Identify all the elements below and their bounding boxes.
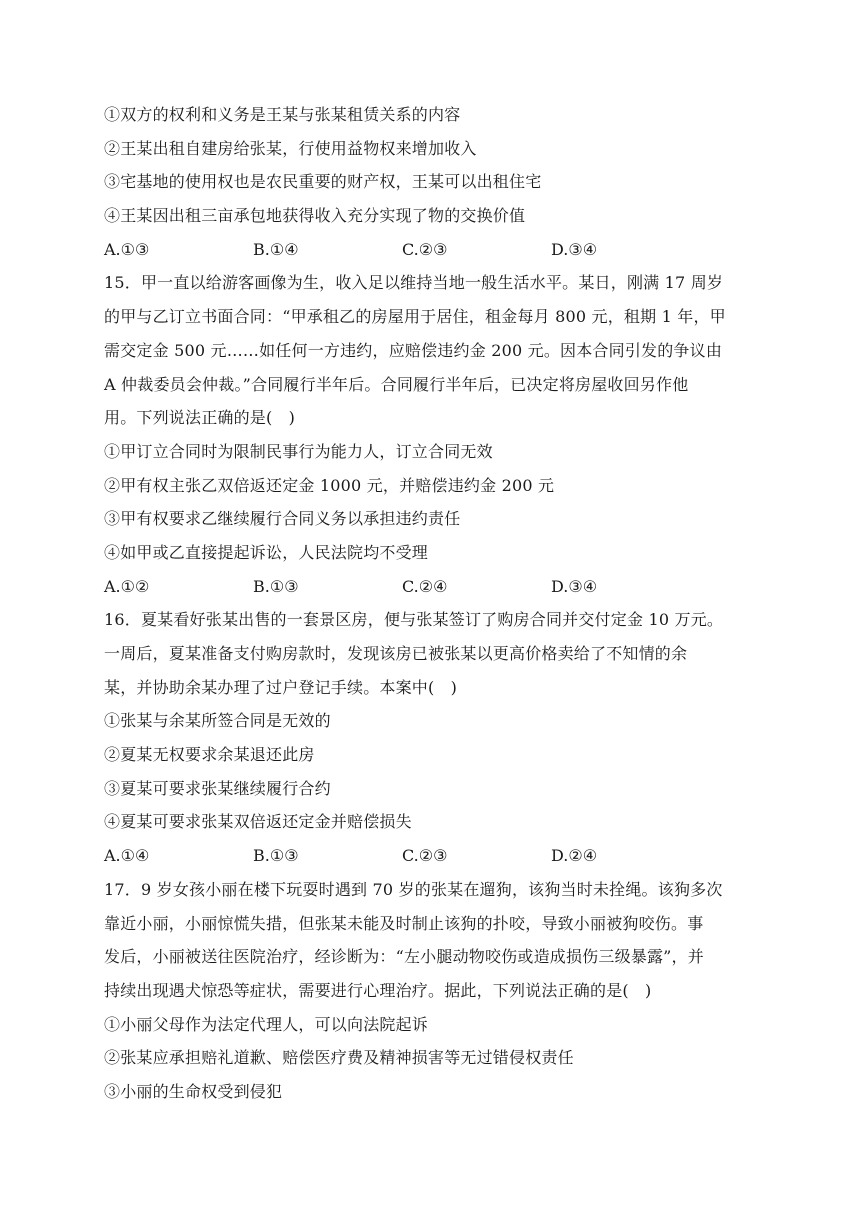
option-c: C.②③ (402, 846, 448, 866)
statement-2: ②张某应承担赔礼道歉、赔偿医疗费及精神损害等无过错侵权责任 (104, 1048, 574, 1068)
question-stem-line: 一周后，夏某准备支付购房款时，发现该房已被张某以更高价格卖给了不知情的余 (104, 644, 688, 663)
option-b: B.①④ (253, 239, 299, 259)
statement-1: ①小丽父母作为法定代理人，可以向法院起诉 (104, 1014, 429, 1034)
option-a: A.①④ (104, 846, 150, 866)
question-stem-line: 需交定金 500 元……如任何一方违约，应赔偿违约金 200 元。因本合同引发的争议由 (104, 340, 723, 360)
question-stem-line: 15．甲一直以给游客画像为生，收入足以维持当地一般生活水平。某日，刚满 17 周岁 (104, 273, 724, 293)
question-stem-line: 17．9 岁女孩小丽在楼下玩耍时遇到 70 岁的张某在遛狗，该狗当时未拴绳。该狗多次 (104, 879, 723, 899)
option-d: D.③④ (551, 576, 598, 596)
document-page (104, 98, 756, 1109)
question-16 (104, 603, 756, 873)
question-stem-line: 的甲与乙订立书面合同：“甲承租乙的房屋用于居住，租金每月 800 元，租期 1 年，甲 (104, 307, 726, 327)
answer-options (104, 839, 756, 873)
statement-3: ③小丽的生命权受到侵犯 (104, 1081, 283, 1101)
question-stem-line: 某，并协助余某办理了过户登记手续。本案中( ) (104, 677, 458, 697)
option-a: A.①② (104, 576, 150, 596)
statement-1: ①双方的权利和义务是王某与张某租赁关系的内容 (104, 105, 461, 124)
statement-3: ③夏某可要求张某继续履行合约 (104, 778, 331, 798)
statement-3: ③甲有权要求乙继续履行合同义务以承担违约责任 (104, 509, 461, 529)
option-a: A.①③ (104, 239, 150, 259)
question-stem-line: A 仲裁委员会仲裁。”合同履行半年后。合同履行半年后，已决定将房屋收回另作他 (104, 374, 689, 394)
statement-2: ②王某出租自建房给张某，行使用益物权来增加收入 (104, 138, 477, 158)
answer-options (104, 233, 756, 267)
option-d: D.③④ (551, 239, 598, 259)
question-stem-line: 持续出现遇犬惊恐等症状，需要进行心理治疗。据此，下列说法正确的是( ) (104, 980, 652, 1000)
statement-2: ②夏某无权要求余某退还此房 (104, 745, 315, 765)
question-stem-line: 发后，小丽被送往医院治疗，经诊断为：“左小腿动物咬伤或造成损伤三级暴露”，并 (104, 947, 704, 967)
option-b: B.①③ (253, 576, 299, 596)
option-c: C.②③ (402, 239, 448, 259)
statement-1: ①张某与余某所签合同是无效的 (104, 711, 331, 731)
option-d: D.②④ (551, 846, 598, 866)
statement-1: ①甲订立合同时为限制民事行为能力人，订立合同无效 (104, 441, 493, 461)
statement-4: ④王某因出租三亩承包地获得收入充分实现了物的交换价值 (104, 206, 526, 226)
option-c: C.②④ (402, 576, 448, 596)
question-stem-line: 16．夏某看好张某出售的一套景区房，便与张某签订了购房合同并交付定金 10 万元。 (104, 610, 724, 630)
answer-options (104, 570, 756, 604)
question-stem-line: 用。下列说法正确的是( ) (104, 408, 296, 428)
statement-3: ③宅基地的使用权也是农民重要的财产权，王某可以出租住宅 (104, 172, 542, 192)
question-15 (104, 266, 756, 603)
question-14 (104, 98, 756, 266)
option-b: B.①③ (253, 846, 299, 866)
statement-4: ④如甲或乙直接提起诉讼，人民法院均不受理 (104, 542, 429, 562)
question-stem-line: 靠近小丽，小丽惊慌失措，但张某未能及时制止该狗的扑咬，导致小丽被狗咬伤。事 (104, 913, 704, 933)
statement-2: ②甲有权主张乙双倍返还定金 1000 元，并赔偿违约金 200 元 (104, 475, 555, 495)
statement-4: ④夏某可要求张某双倍返还定金并赔偿损失 (104, 812, 412, 832)
question-17 (104, 873, 756, 1109)
